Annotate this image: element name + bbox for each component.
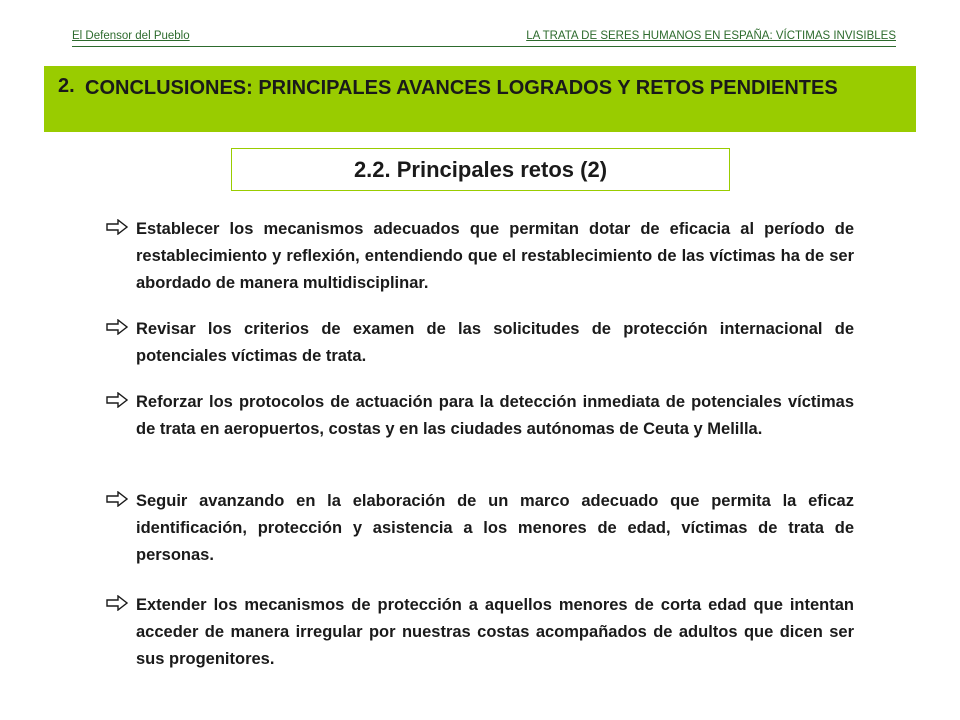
section-banner	[44, 66, 916, 132]
list-item-text: Establecer los mecanismos adecuados que permitan dotar de eficacia al período de restablecimiento y reflexión, entendiendo que el restablecimiento de las víctimas ha de ser abordado de manera multidisciplinar.	[136, 220, 854, 292]
header-author: El Defensor del Pueblo	[72, 30, 190, 42]
list-item	[106, 389, 854, 443]
right-arrow-icon	[106, 491, 128, 507]
list-item	[106, 592, 854, 673]
list-item	[106, 316, 854, 370]
list-item	[106, 216, 854, 297]
list-item-text: Revisar los criterios de examen de las solicitudes de protección internacional de potenciales víctimas de trata.	[136, 320, 854, 365]
subsection-title: 2.2. Principales retos (2)	[353, 156, 608, 182]
page-header	[72, 30, 896, 47]
subsection-title-box	[231, 148, 730, 191]
right-arrow-icon	[106, 319, 128, 335]
list-item	[106, 488, 854, 569]
right-arrow-icon	[106, 595, 128, 611]
section-number: 2.	[58, 75, 75, 97]
right-arrow-icon	[106, 219, 128, 235]
list-item-text: Seguir avanzando en la elaboración de un marco adecuado que permita la eficaz identificación, protección y asistencia a los menores de edad, víctimas de trata de personas.	[136, 492, 854, 564]
section-title: CONCLUSIONES: PRINCIPALES AVANCES LOGRADOS Y RETOS PENDIENTES	[85, 77, 838, 99]
list-item-text: Extender los mecanismos de protección a aquellos menores de corta edad que intentan acceder de manera irregular por nuestras costas acompañados de adultos que dicen ser sus progenitores.	[136, 596, 854, 668]
list-item-text: Reforzar los protocolos de actuación para la detección inmediata de potenciales víctimas de trata en aeropuertos, costas y en las ciudades autónomas de Ceuta y Melilla.	[136, 393, 854, 438]
right-arrow-icon	[106, 392, 128, 408]
header-report-title: LA TRATA DE SERES HUMANOS EN ESPAÑA: VÍCTIMAS INVISIBLES	[526, 30, 896, 42]
